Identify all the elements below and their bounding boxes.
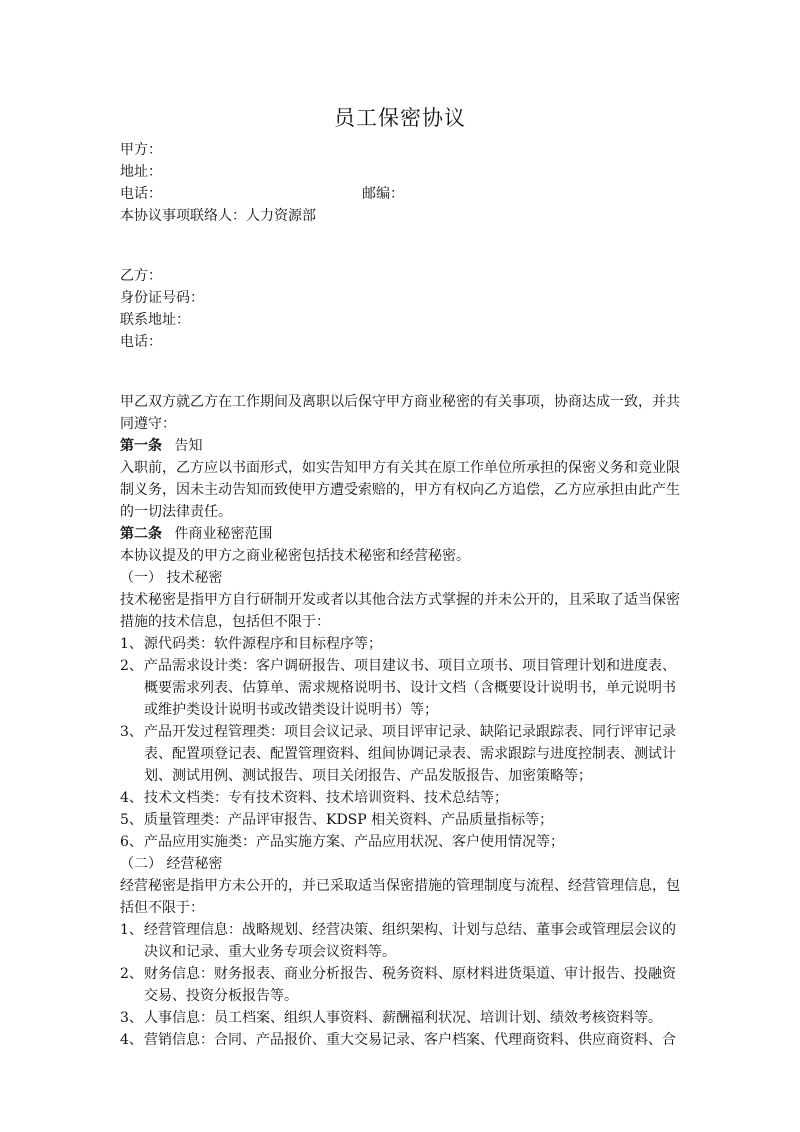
article-1-title: 告知 <box>174 438 203 454</box>
tech-item-5 <box>120 809 680 831</box>
tech-item-3-line-3: 划、测试用例、测试报告、项目关闭报告、产品发版报告、加密策略等； <box>144 768 592 784</box>
article-1-line-1: 入职前，乙方应以书面形式，如实告知甲方有关其在原工作单位所承担的保密义务和竞业限 <box>120 460 680 476</box>
tech-item-3-line-2: 表、配置项登记表、配置管理资料、组间协调记录表、需求跟踪与进度控制表、测试计 <box>144 746 676 762</box>
tech-item-4 <box>120 787 680 809</box>
tech-desc-line-1: 技术秘密是指甲方自行研制开发或者以其他合法方式掌握的并未公开的，且采取了适当保密 <box>120 592 680 608</box>
tech-item-3-number: 3、 <box>120 724 143 740</box>
party-a-phone-label: 电话： <box>120 186 162 202</box>
tech-item-1-number: 1、 <box>120 636 143 652</box>
biz-item-1-line-1 <box>120 919 680 941</box>
tech-item-5-number: 5、 <box>120 812 143 828</box>
party-b-phone: 电话： <box>120 334 162 350</box>
party-b-label: 乙方： <box>120 268 162 284</box>
tech-item-6-number: 6、 <box>120 834 143 850</box>
article-2-title: 件商业秘密范围 <box>174 526 273 542</box>
tech-item-2-line-2: 概要需求列表、估算单、需求规格说明书、设计文档（含概要设计说明书，单元说明书 <box>144 680 676 696</box>
tech-item-4-number: 4、 <box>120 790 143 806</box>
tech-item-5-text: 质量管理类：产品评审报告、KDSP 相关资料、产品质量指标等； <box>144 812 554 828</box>
tech-item-4-text: 技术文档类：专有技术资料、技术培训资料、技术总结等； <box>144 790 508 806</box>
tech-item-6 <box>120 831 680 853</box>
biz-desc-line-2: 括但不限于： <box>120 900 204 916</box>
tech-item-1-text: 源代码类：软件源程序和目标程序等； <box>144 636 382 652</box>
article-2-line-1: 本协议提及的甲方之商业秘密包括技术秘密和经营秘密。 <box>120 548 470 564</box>
tech-item-2-line-1 <box>120 655 680 677</box>
tech-item-3-line-1 <box>120 721 680 743</box>
biz-item-3-text: 人事信息：员工档案、组织人事资料、薪酬福利状况、培训计划、绩效考核资料等。 <box>144 1010 662 1026</box>
intro-line-2: 同遵守： <box>120 416 176 432</box>
biz-item-4-text: 营销信息：合同、产品报价、重大交易记录、客户档案、代理商资料、供应商资料、合 <box>144 1032 676 1048</box>
article-1-number: 第一条 <box>120 438 162 454</box>
biz-item-2-line-2: 交易、投资分板报告等。 <box>144 988 298 1004</box>
document-title: 员工保密协议 <box>334 106 466 130</box>
tech-secrets-heading: （一） 技术秘密 <box>120 570 223 586</box>
tech-item-6-text: 产品应用实施类：产品实施方案、产品应用状况、客户使用情况等； <box>144 834 564 850</box>
biz-desc-line-1: 经营秘密是指甲方未公开的，并已采取适当保密措施的管理制度与流程、经营管理信息，包 <box>120 878 680 894</box>
party-a-phone <box>120 183 680 205</box>
tech-item-1 <box>120 633 680 655</box>
article-1-line-3: 的一切法律责任。 <box>120 504 232 520</box>
biz-item-3-number: 3、 <box>120 1010 143 1026</box>
biz-item-2-text-1: 财务信息：财务报表、商业分析报告、税务资料、原材料进货渠道、审计报告、投融资 <box>144 966 676 982</box>
party-b-id: 身份证号码： <box>120 290 204 306</box>
tech-item-2-line-3: 或维护类设计说明书或改错类设计说明书）等； <box>144 702 438 718</box>
article-1-heading <box>120 435 680 457</box>
intro-line-1: 甲乙双方就乙方在工作期间及离职以后保守甲方商业秘密的有关事项，协商达成一致，并共 <box>120 394 680 410</box>
biz-item-2-number: 2、 <box>120 966 143 982</box>
biz-item-4 <box>120 1029 680 1051</box>
party-a-label: 甲方： <box>120 142 162 158</box>
biz-item-4-number: 4、 <box>120 1032 143 1048</box>
party-a-address: 地址： <box>120 164 162 180</box>
biz-item-1-number: 1、 <box>120 922 143 938</box>
tech-item-2-number: 2、 <box>120 658 143 674</box>
party-a-postcode: 邮编： <box>362 186 404 202</box>
biz-item-1-line-2: 决议和记录、重大业务专项会议资料等。 <box>144 944 396 960</box>
biz-item-1-text-1: 经营管理信息：战略规划、经营决策、组织架构、计划与总结、董事会或管理层会议的 <box>144 922 676 938</box>
biz-item-2-line-1 <box>120 963 680 985</box>
party-b-address: 联系地址： <box>120 312 190 328</box>
article-2-heading <box>120 523 680 545</box>
tech-desc-line-2: 措施的技术信息，包括但不限于： <box>120 614 330 630</box>
article-1-line-2: 制义务，因未主动告知而致使甲方遭受索赔的，甲方有权向乙方追偿，乙方应承担由此产生 <box>120 482 680 498</box>
biz-secrets-heading: （二） 经营秘密 <box>120 856 223 872</box>
biz-item-3 <box>120 1007 680 1029</box>
tech-item-3-text-1: 产品开发过程管理类：项目会议记录、项目评审记录、缺陷记录跟踪表、同行评审记录 <box>144 724 676 740</box>
article-2-number: 第二条 <box>120 526 162 542</box>
tech-item-2-text-1: 产品需求设计类：客户调研报告、项目建议书、项目立项书、项目管理计划和进度表、 <box>144 658 676 674</box>
party-a-contact: 本协议事项联络人：人力资源部 <box>120 208 316 224</box>
